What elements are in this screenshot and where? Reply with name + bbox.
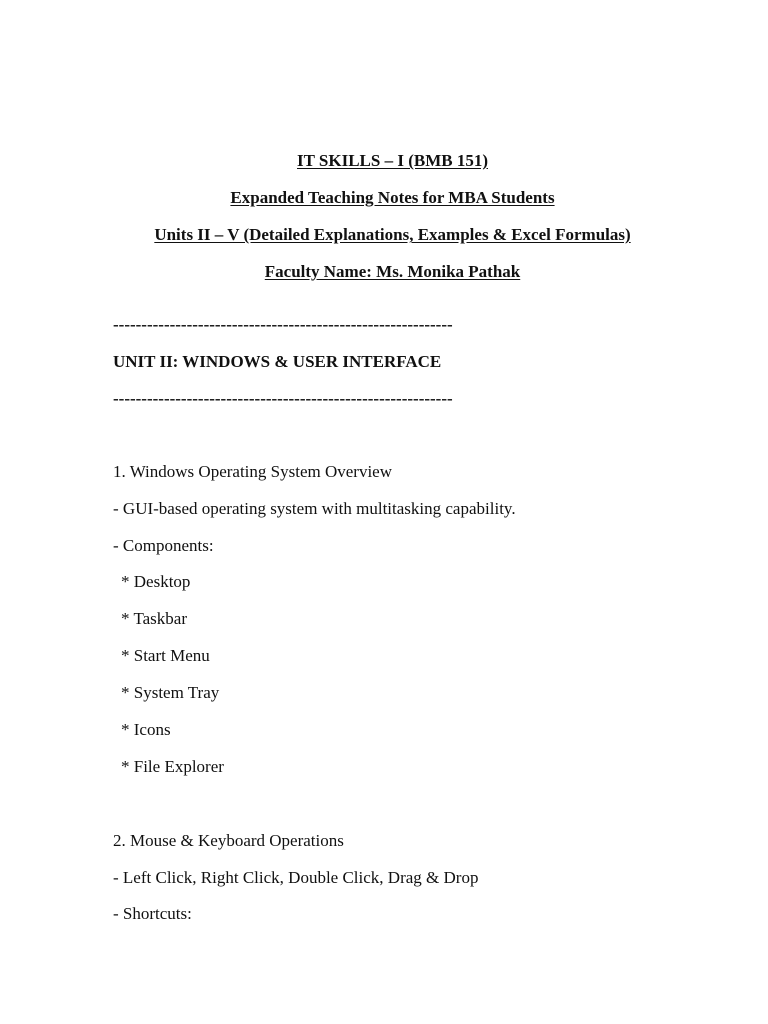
sub-list-item: * Start Menu xyxy=(121,646,210,665)
unit-heading: UNIT II: WINDOWS & USER INTERFACE xyxy=(113,352,442,371)
list-item: - Shortcuts: xyxy=(113,904,192,923)
units-line: Units II – V (Detailed Explanations, Examples & Excel Formulas) xyxy=(154,225,631,244)
section-title: 1. Windows Operating System Overview xyxy=(113,462,392,481)
list-item: - Left Click, Right Click, Double Click, Drag & Drop xyxy=(113,868,479,887)
sub-list-item: * Taskbar xyxy=(121,609,188,628)
course-title: IT SKILLS – I (BMB 151) xyxy=(297,151,488,170)
divider-bottom: ------------------------------------------------------------ xyxy=(113,389,453,408)
document-subtitle: Expanded Teaching Notes for MBA Students xyxy=(230,188,555,207)
sub-list-item: * Icons xyxy=(121,720,171,739)
faculty-line: Faculty Name: Ms. Monika Pathak xyxy=(264,262,521,281)
divider-top: ------------------------------------------------------------ xyxy=(113,315,453,334)
sub-list-item: * System Tray xyxy=(121,683,220,702)
list-item: - Components: xyxy=(113,536,214,555)
section-title: 2. Mouse & Keyboard Operations xyxy=(113,831,344,850)
sub-list-item: * Desktop xyxy=(121,572,191,591)
list-item: - GUI-based operating system with multitasking capability. xyxy=(113,499,516,518)
sub-list-item: * File Explorer xyxy=(121,757,224,776)
